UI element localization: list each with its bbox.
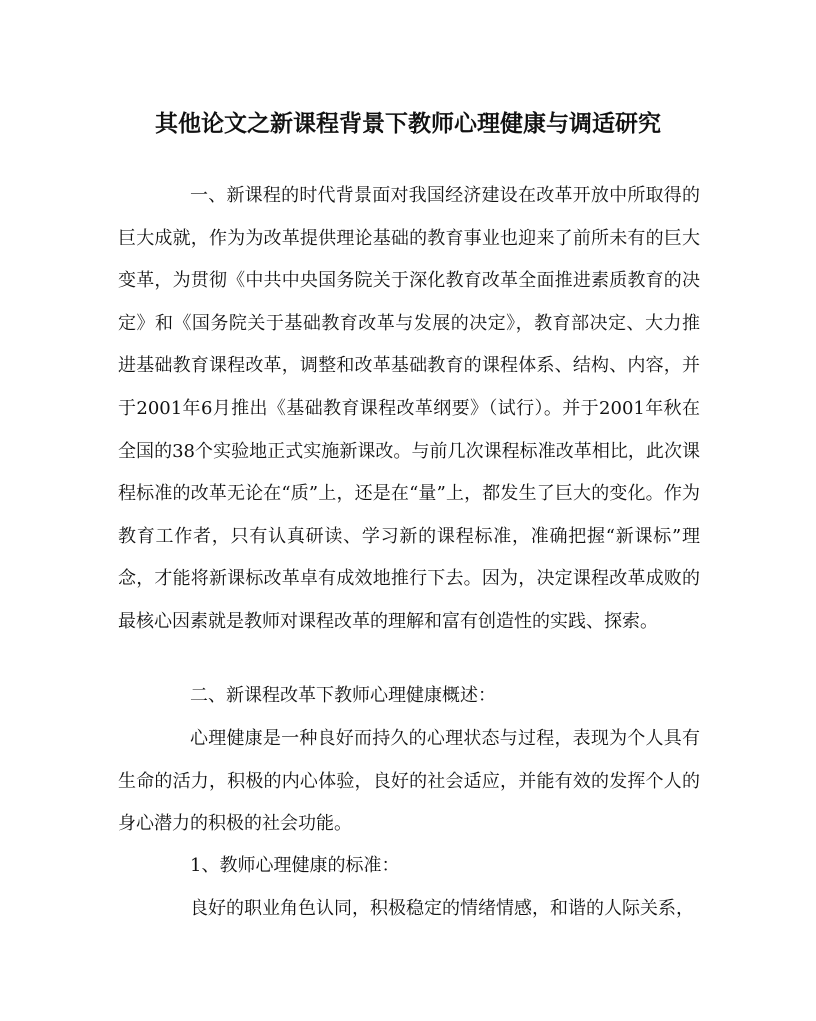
subheading-teacher-standards: 1、教师心理健康的标准： xyxy=(190,855,400,876)
document-title: 其他论文之新课程背景下教师心理健康与调适研究 xyxy=(155,110,661,137)
paragraph-mental-health-definition: 心理健康是一种良好而持久的心理状态与过程，表现为个人具有生命的活力，积极的内心体验，良好的社会适应，并能有效的发挥个人的身心潜力的积极的社会功能。 xyxy=(118,728,700,835)
section-heading-overview: 二、新课程改革下教师心理健康概述： xyxy=(190,685,496,706)
paragraph-standards-list: 良好的职业角色认同，积极稳定的情绪情感，和谐的人际关系， xyxy=(190,898,694,919)
paragraph-background: 一、新课程的时代背景面对我国经济建设在改革开放中所取得的巨大成就，作为为改革提供理论基础的教育事业也迎来了前所未有的巨大变革，为贯彻《中共中央国务院关于深化教育改革全面推进素质教育的决定》和《国务院关于基础教育改革与发展的决定》，教育部决定、大力推进基础教育课程改革，调整和改革基础教育的课程体系、结构、内容，并于2001年6月推出《基础教育课程改革纲要》（试行）。并于2001年秋在全国的38个实验地正式实施新课改。与前几次课程标准改革相比，此次课程标准的改革无论在“质”上，还是在“量”上，都发生了巨大的变化。作为教育工作者，只有认真研读、学习新的课程标准，准确把握“新课标”理念，才能将新课标改革卓有成效地推行下去。因为，决定课程改革成败的最核心因素就是教师对课程改革的理解和富有创造性的实践、探索。 xyxy=(118,185,700,632)
